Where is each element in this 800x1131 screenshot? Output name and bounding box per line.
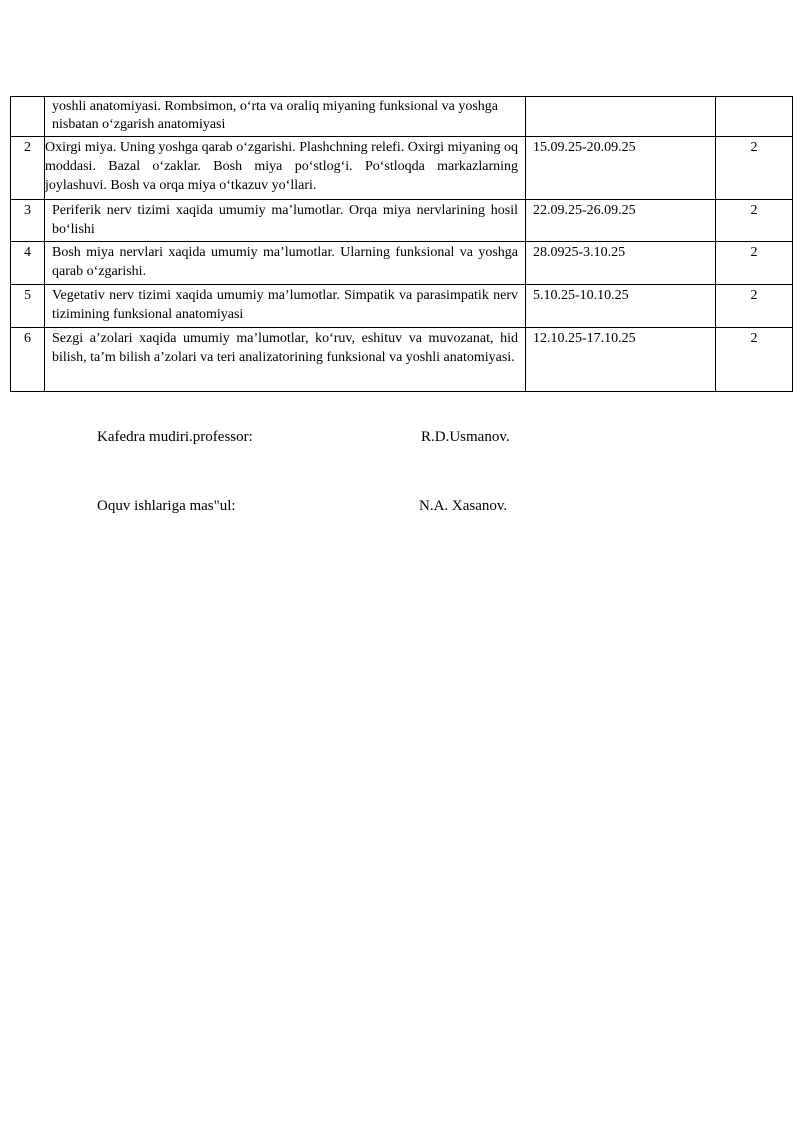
date-range-cell: 28.0925-3.10.25: [526, 242, 716, 285]
table-row: [11, 137, 793, 200]
row-number: 2: [11, 137, 45, 200]
topic-cell: Oxirgi miya. Uning yoshga qarab o‘zgarishi. Plashchning relefi. Oxirgi miyaning oq moddasi. Bazal o‘zaklar. Bosh miya po‘stlog‘i. Po‘stloqda markazlarning joylashuvi. Bosh va orqa miya o‘tkazuv yo‘llari.: [45, 137, 526, 200]
topic-cell: Bosh miya nervlari xaqida umumiy ma’lumotlar. Ularning funksional va yoshga qarab o‘zgarishi.: [45, 242, 526, 285]
schedule-table: [10, 96, 793, 392]
signature-role: Oquv ishlariga mas"ul:: [97, 498, 236, 514]
table-row: [11, 200, 793, 242]
table-row: [11, 242, 793, 285]
table-row: [11, 328, 793, 392]
row-number: 6: [11, 328, 45, 392]
hours-cell: 2: [716, 137, 793, 200]
topic-cell: Periferik nerv tizimi xaqida umumiy ma’lumotlar. Orqa miya nervlarining hosil bo‘lishi: [45, 200, 526, 242]
signature-role: Kafedra mudiri.professor:: [97, 429, 253, 445]
hours-cell: 2: [716, 242, 793, 285]
table-row: [11, 285, 793, 328]
date-range-cell: [526, 97, 716, 137]
date-range-cell: 22.09.25-26.09.25: [526, 200, 716, 242]
row-number: 5: [11, 285, 45, 328]
hours-cell: [716, 97, 793, 137]
date-range-cell: 12.10.25-17.10.25: [526, 328, 716, 392]
date-range-cell: 15.09.25-20.09.25: [526, 137, 716, 200]
date-range-cell: 5.10.25-10.10.25: [526, 285, 716, 328]
hours-cell: 2: [716, 328, 793, 392]
row-number: 3: [11, 200, 45, 242]
signature-name: N.A. Xasanov.: [419, 498, 508, 514]
topic-cell: yoshli anatomiyasi. Rombsimon, o‘rta va oraliq miyaning funksional va yoshga nisbatan o‘zgarish anatomiyasi: [45, 97, 526, 137]
row-number: 4: [11, 242, 45, 285]
table-row: [11, 97, 793, 137]
topic-cell: Sezgi a’zolari xaqida umumiy ma’lumotlar, ko‘ruv, eshituv va muvozanat, hid bilish, ta’m bilish a’zolari va teri analizatorining funksional va yoshli anatomiyasi.: [45, 328, 526, 392]
row-number: [11, 97, 45, 137]
signature-name: R.D.Usmanov.: [421, 429, 510, 445]
hours-cell: 2: [716, 200, 793, 242]
topic-cell: Vegetativ nerv tizimi xaqida umumiy ma’lumotlar. Simpatik va parasimpatik nerv tizimining funksional anatomiyasi: [45, 285, 526, 328]
hours-cell: 2: [716, 285, 793, 328]
